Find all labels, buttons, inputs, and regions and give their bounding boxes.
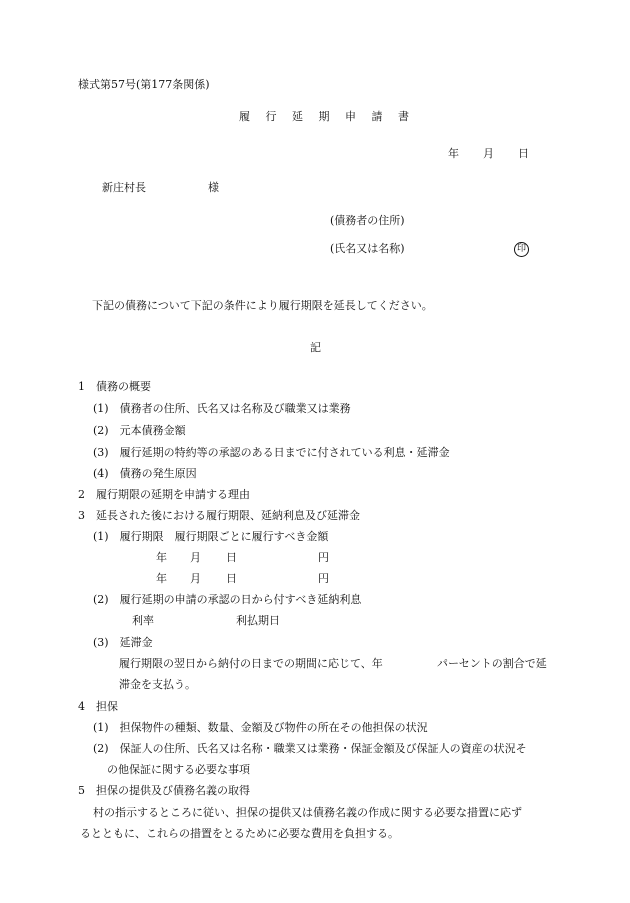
section-4-heading: 4 担保	[78, 700, 118, 713]
section-3-heading: 3 延長された後における履行期限、延納利息及び延滞金	[78, 509, 360, 522]
section-4-item-1: (1) 担保物件の種類、数量、金額及び物件の所在その他担保の状況	[93, 721, 428, 734]
form-number: 様式第57号(第177条関係)	[78, 78, 210, 91]
title-char: 請	[371, 110, 383, 123]
interest-payment-date-label: 利払期日	[236, 614, 280, 627]
intro-text: 下記の債務について下記の条件により履行期限を延長してください。	[92, 299, 433, 312]
section-3-item-1: (1) 履行期限 履行期限ごとに履行すべき金額	[93, 530, 329, 543]
title-char: 履	[239, 110, 250, 123]
section-1-heading: 1 債務の概要	[78, 380, 151, 393]
section-5-paragraph-cont: るとともに、これらの措置をとるために必要な費用を負担する。	[80, 827, 399, 840]
section-2-heading: 2 履行期限の延期を申請する理由	[78, 488, 250, 501]
section-1-item: (4) 債務の発生原因	[93, 467, 197, 480]
title-char: 期	[318, 110, 330, 123]
section-1-item: (3) 履行延期の特約等の承認のある日までに付されている利息・延滞金	[93, 446, 450, 459]
payment-row-year: 年	[156, 572, 167, 585]
date-month: 月	[483, 147, 494, 160]
section-4-item-2: (2) 保証人の住所、氏名又は名称・職業又は業務・保証金額及び保証人の資産の状況そ	[93, 742, 527, 755]
section-1-item: (2) 元本債務金額	[93, 424, 186, 437]
section-1-item: (1) 債務者の住所、氏名又は名称及び職業又は業務	[93, 402, 351, 415]
late-fee-text-b: パーセントの割合で延	[437, 657, 547, 670]
section-5-paragraph: 村の指示するところに従い、担保の提供又は債務名義の作成に関する必要な措置に応ず	[93, 806, 522, 819]
applicant-name-label: (氏名又は名称)	[330, 242, 405, 255]
title-char: 延	[292, 110, 303, 123]
addressee-name: 新庄村長	[102, 181, 146, 194]
payment-row-month: 月	[190, 551, 201, 564]
applicant-address-label: (債務者の住所)	[330, 214, 405, 227]
payment-row-yen: 円	[318, 551, 329, 564]
document-title	[233, 110, 415, 124]
section-3-item-2: (2) 履行延期の申請の承認の日から付すべき延納利息	[93, 593, 362, 606]
late-fee-text-a: 履行期限の翌日から納付の日までの期間に応じて、年	[119, 657, 383, 670]
ki-heading: 記	[310, 341, 321, 354]
date-day: 日	[518, 147, 529, 160]
section-3-item-3: (3) 延滞金	[93, 636, 153, 649]
payment-row-yen: 円	[318, 572, 329, 585]
title-char: 書	[398, 110, 409, 123]
seal-mark: 印	[514, 242, 529, 257]
late-fee-text-c: 滞金を支払う。	[119, 678, 196, 691]
section-4-item-2-cont: の他保証に関する必要な事項	[107, 763, 250, 776]
date-year: 年	[448, 147, 459, 160]
addressee-suffix: 様	[208, 181, 219, 194]
title-char: 行	[265, 110, 277, 123]
payment-row-day: 日	[226, 551, 237, 564]
interest-rate-label: 利率	[132, 614, 154, 627]
payment-row-year: 年	[156, 551, 167, 564]
payment-row-month: 月	[190, 572, 201, 585]
section-5-heading: 5 担保の提供及び債務名義の取得	[78, 784, 250, 797]
title-char: 申	[345, 110, 356, 123]
payment-row-day: 日	[226, 572, 237, 585]
